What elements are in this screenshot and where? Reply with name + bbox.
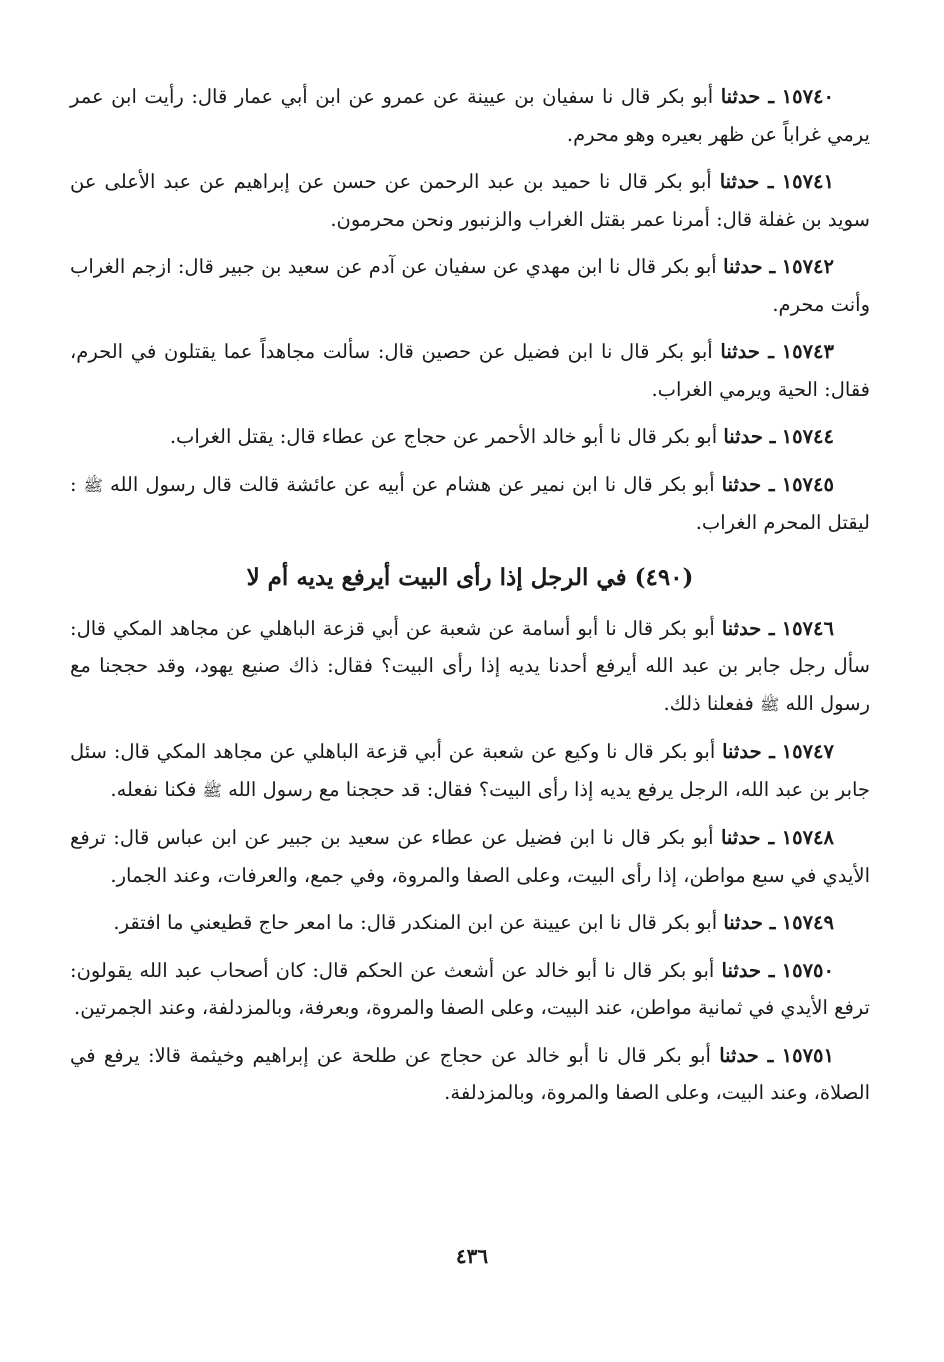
hadith-15747: ١٥٧٤٧ ـ حدثنا أبو بكر قال نا وكيع عن شعبة عن أبي قزعة الباهلي عن مجاهد المكي قال: سئل جابر بن عبد الله، الرجل يرفع يديه إذا رأى البيت؟ فقال: قد حججنا مع رسول الله ﷺ فكنا نفعله. [70, 740, 870, 801]
hadith-15740: ١٥٧٤٠ ـ حدثنا أبو بكر قال نا سفيان بن عيينة عن عمرو عن ابن أبي عمار قال: رأيت ابن عمر يرمي غراباً عن ظهر بعيره وهو محرم. [70, 85, 870, 146]
hadith-15741: ١٥٧٤١ ـ حدثنا أبو بكر قال نا حميد بن عبد الرحمن عن حسن عن إبراهيم عن عبد الأعلى عن سويد بن غفلة قال: أمرنا عمر بقتل الغراب والزنبور ونحن محرمون. [70, 170, 870, 231]
hadith-intro: حدثنا [720, 826, 761, 849]
hadith-intro: حدثنا [719, 1043, 759, 1067]
page-number: ٤٣٦ [455, 1244, 489, 1268]
hadith-text-end: فكنا نفعله. [110, 777, 197, 801]
hadith-15748: ١٥٧٤٨ ـ حدثنا أبو بكر قال نا ابن فضيل عن عطاء عن سعيد بن جبير عن ابن عباس قال: ترفع الأيدي في سبع مواطن، إذا رأى البيت، وعلى الصفا والمروة، وفي جمع، والعرفات، وعند الجمار. [70, 826, 870, 887]
hadith-intro: حدثنا [720, 340, 760, 363]
hadith-text: أبو بكر قال نا ابن مهدي عن سفيان عن آدم عن سعيد بن جبير قال: ازجم الغراب وأنت محرم. [70, 255, 870, 316]
hadith-intro: حدثنا [721, 616, 762, 640]
hadith-intro: حدثنا [721, 958, 762, 982]
hadith-number: ١٥٧٤٨ [781, 826, 835, 849]
hadith-intro: حدثنا [723, 255, 763, 278]
hadith-15750: ١٥٧٥٠ ـ حدثنا أبو بكر قال نا أبو خالد عن أشعث عن الحكم قال: كان أصحاب عبد الله يقولون: ترفع الأيدي في ثمانية مواطن، عند البيت، وعلى الصفا والمروة، وبعرفة، وبالمزدلفة، وعند الجمرتين. [70, 958, 870, 1019]
hadith-15751: ١٥٧٥١ ـ حدثنا أبو بكر قال نا أبو خالد عن حجاج عن طلحة عن إبراهيم وخيثمة قالا: يرفع في الصلاة، وعند البيت، وعلى الصفا والمروة، وبالمزدلفة. [70, 1043, 870, 1104]
hadith-text: أبو بكر قال نا ابن فضيل عن عطاء عن سعيد بن جبير عن ابن عباس قال: ترفع الأيدي في سبع مواطن، إذا رأى البيت، وعلى الصفا والمروة، وفي جمع، والعرفات، وعند الجمار. [70, 826, 870, 887]
hadith-text: أبو بكر قال نا أبو خالد عن حجاج عن طلحة عن إبراهيم وخيثمة قالا: يرفع في الصلاة، وعند البيت، وعلى الصفا والمروة، وبالمزدلفة. [70, 1043, 870, 1104]
hadith-number: ١٥٧٤٠ [781, 85, 835, 108]
hadith-15742: ١٥٧٤٢ ـ حدثنا أبو بكر قال نا ابن مهدي عن سفيان عن آدم عن سعيد بن جبير قال: ازجم الغراب وأنت محرم. [70, 255, 870, 316]
hadith-text: أبو بكر قال نا ابن فضيل عن حصين قال: سألت مجاهداً عما يقتلون في الحرم، فقال: الحية ويرمي الغراب. [70, 340, 870, 401]
hadith-intro: حدثنا [719, 170, 760, 193]
hadith-number: ١٥٧٤١ [781, 170, 835, 193]
hadith-text: أبو بكر قال نا ابن عيينة عن ابن المنكدر قال: ما امعر حاج قطيعني ما افتقر. [113, 911, 718, 934]
hadith-number: ١٥٧٤٧ [781, 740, 834, 763]
hadith-text: أبو بكر قال نا أبو خالد عن أشعث عن الحكم قال: كان أصحاب عبد الله يقولون: ترفع الأيدي في ثمانية مواطن، عند البيت، وعلى الصفا والمروة، وبعرفة، وبالمزدلفة، وعند الجمرتين. [70, 958, 870, 1019]
hadith-text: أبو بكر قال نا أبو أسامة عن شعبة عن أبي قزعة الباهلي عن مجاهد المكي قال: سأل رجل جابر بن عبد الله أيرفع أحدنا يديه إذا رأى البيت؟ فقال: ذاك صنيع يهود، وقد حججنا مع رسول الله [70, 616, 870, 715]
hadith-text-end: ففعلنا ذلك. [663, 691, 754, 715]
hadith-intro: حدثنا [723, 911, 763, 934]
pbuh-ligature: ﷺ [760, 694, 780, 714]
page-body [70, 78, 870, 1122]
chapter-heading: (٤٩٠) في الرجل إذا رأى البيت أيرفع يديه أم لا [246, 563, 694, 591]
hadith-intro: حدثنا [721, 472, 762, 496]
hadith-15744: ١٥٧٤٤ ـ حدثنا أبو بكر قال نا أبو خالد الأحمر عن حجاج عن عطاء قال: يقتل الغراب. [169, 425, 834, 448]
hadith-number: ١٥٧٤٣ [781, 340, 834, 363]
hadith-intro: حدثنا [720, 85, 761, 108]
hadith-text: أبو بكر قال نا وكيع عن شعبة عن أبي قزعة الباهلي عن مجاهد المكي قال: سئل جابر بن عبد الله، الرجل يرفع يديه إذا رأى البيت؟ فقال: قد حججنا مع رسول الله [70, 740, 870, 801]
hadith-number: ١٥٧٤٩ [781, 911, 834, 934]
hadith-number: ١٥٧٤٥ [781, 472, 834, 496]
hadith-15746: ١٥٧٤٦ ـ حدثنا أبو بكر قال نا أبو أسامة عن شعبة عن أبي قزعة الباهلي عن مجاهد المكي قال: سأل رجل جابر بن عبد الله أيرفع أحدنا يديه إذا رأى البيت؟ فقال: ذاك صنيع يهود، وقد حججنا مع رسول الله ﷺ ففعلنا ذلك. [70, 616, 870, 715]
hadith-number: ١٥٧٥١ [781, 1043, 835, 1067]
hadith-15749: ١٥٧٤٩ ـ حدثنا أبو بكر قال نا ابن عيينة عن ابن المنكدر قال: ما امعر حاج قطيعني ما افتقر. [113, 911, 834, 934]
hadith-intro: حدثنا [722, 740, 762, 763]
hadith-text-end: : ليقتل المحرم الغراب. [70, 472, 870, 534]
hadith-number: ١٥٧٤٦ [781, 616, 834, 640]
hadith-number: ١٥٧٤٢ [781, 255, 834, 278]
hadith-15745: ١٥٧٤٥ ـ حدثنا أبو بكر قال نا ابن نمير عن هشام عن أبيه عن عائشة قالت قال رسول الله ﷺ : ليقتل المحرم الغراب. [70, 472, 870, 534]
pbuh-ligature: ﷺ [83, 475, 103, 495]
hadith-intro: حدثنا [723, 425, 763, 448]
hadith-text: أبو بكر قال نا ابن نمير عن هشام عن أبيه عن عائشة قالت قال رسول الله [110, 472, 715, 496]
hadith-15743: ١٥٧٤٣ ـ حدثنا أبو بكر قال نا ابن فضيل عن حصين قال: سألت مجاهداً عما يقتلون في الحرم، فقال: الحية ويرمي الغراب. [70, 340, 870, 401]
hadith-number: ١٥٧٥٠ [781, 958, 834, 982]
hadith-text: أبو بكر قال نا أبو خالد الأحمر عن حجاج عن عطاء قال: يقتل الغراب. [169, 425, 718, 448]
pbuh-ligature: ﷺ [202, 780, 222, 800]
hadith-text: أبو بكر قال نا حميد بن عبد الرحمن عن حسن عن إبراهيم عن عبد الأعلى عن سويد بن غفلة قال: أمرنا عمر بقتل الغراب والزنبور ونحن محرمون. [70, 170, 870, 231]
hadith-number: ١٥٧٤٤ [781, 425, 834, 448]
hadith-text: أبو بكر قال نا سفيان بن عيينة عن عمرو عن ابن أبي عمار قال: رأيت ابن عمر يرمي غراباً عن ظهر بعيره وهو محرم. [70, 85, 870, 146]
